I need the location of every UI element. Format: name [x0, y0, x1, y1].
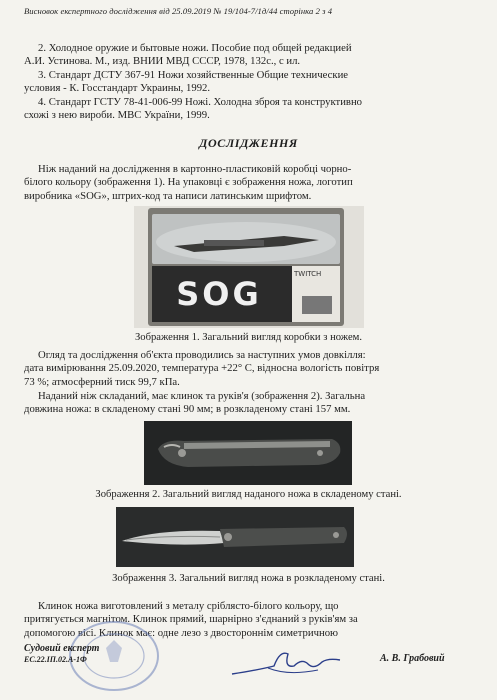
reference-line: А.И. Устинова. М., изд. ВНИИ МВД СССР, 1978, 132с., с ил. [24, 55, 301, 68]
page-header: Висновок експертного дослідження від 25.09.2019 № 19/104-7/1д/44 сторінка 2 з 4 [24, 6, 333, 16]
body-line: допомогою вісі. Клинок має: одне лезо з двостороннім симетричною [24, 626, 339, 639]
body-line: Клинок ножа виготовлений з металу сріблясто-білого кольору, що [38, 600, 339, 612]
body-paragraph [24, 163, 475, 203]
body-paragraph [24, 349, 475, 389]
body-line: Огляд та дослідження об'єкта проводились за наступних умов довкілля: [38, 349, 366, 361]
open-knife-illustration [116, 507, 354, 567]
reference-line: схожі з нею вироби. МВС України, 1999. [24, 109, 210, 122]
body-line: дата вимірювання 25.09.2020, температура +22° С, відносна вологість повітря [24, 362, 380, 375]
handwritten-signature-icon [228, 636, 344, 686]
body-line: довжина ножа: в складеному стані 90 мм; в розкладеному стані 157 мм. [24, 403, 351, 416]
photo-open-knife [116, 507, 354, 567]
expert-code: ЕС.22.ІП.02.А-1Ф [24, 655, 87, 664]
body-line: Наданий ніж складаний, має клинок та руків'я (зображення 2). Загальна [38, 390, 366, 402]
reference-line: 4. Стандарт ГСТУ 78-41-006-99 Ножі. Холодна зброя та конструктивно [38, 96, 363, 108]
photo-folded-knife [144, 421, 352, 485]
expert-role: Судовий експерт [24, 643, 100, 654]
section-title: ДОСЛІДЖЕННЯ [199, 136, 298, 150]
reference-line: 3. Стандарт ДСТУ 367-91 Ножи хозяйственные Общие технические [38, 69, 349, 81]
reference-line: условия - К. Госстандарт Украины, 1992. [24, 82, 211, 95]
body-line: Ніж наданий на дослідження в картонно-пластиковій коробці чорно- [38, 163, 352, 175]
reference-item [24, 96, 475, 123]
folded-knife-illustration [144, 421, 352, 485]
body-paragraph [24, 390, 475, 417]
reference-line: 2. Холодное оружие и бытовые ножи. Пособие под общей редакцией [38, 42, 352, 54]
box-side-label: TWITCH [294, 270, 322, 278]
caption-image-3: Зображення 3. Загальний вигляд ножа в розкладеному стані. [112, 573, 385, 584]
caption-image-2: Зображення 2. Загальний вигляд наданого ножа в складеному стані. [95, 489, 402, 500]
body-line: притягується магнітом. Клинок прямий, шарнірно з'єднаний з руків'ям за [24, 613, 358, 626]
body-line: виробника «SOG», штрих-код та написи латинським шрифтом. [24, 189, 312, 202]
photo-box-with-knife [134, 206, 364, 328]
reference-item [24, 42, 475, 69]
signature-block [24, 643, 99, 665]
body-line: білого кольору (зображення 1). На упаковці є зображення ножа, логотип [24, 176, 353, 189]
body-line: 73 %; атмосферний тиск 99,7 кПа. [24, 375, 180, 388]
caption-image-1: Зображення 1. Загальний вигляд коробки з ножем. [134, 332, 363, 343]
box-logo: SOG [176, 275, 262, 313]
reference-item [24, 69, 475, 96]
expert-name: А. В. Грабовий [380, 653, 445, 664]
